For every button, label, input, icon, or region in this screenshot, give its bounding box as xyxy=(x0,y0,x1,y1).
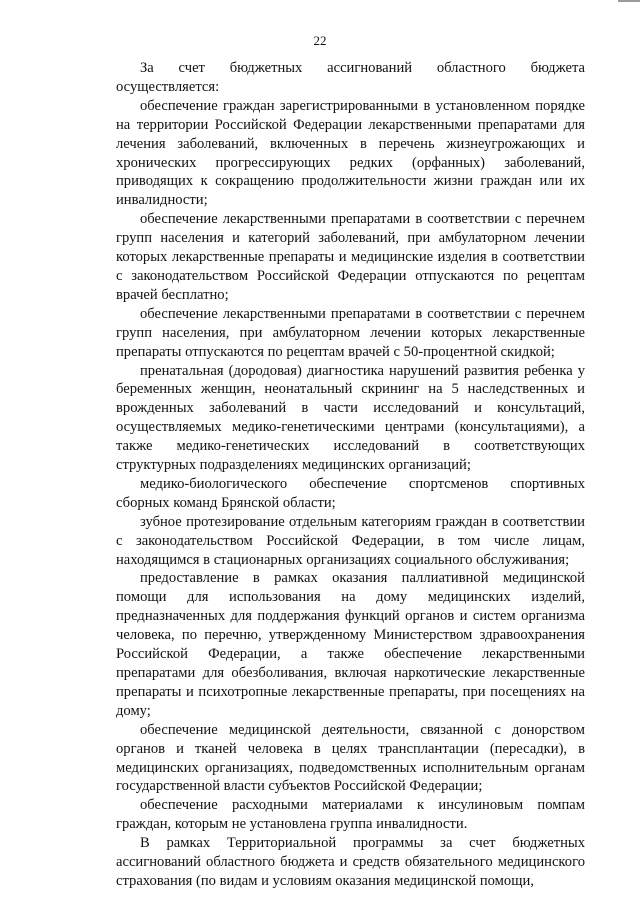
paragraph-orphan-diseases: обеспечение граждан зарегистрированными в установленном порядке на территории Российской Федерации лекарственными препаратами для лечения заболеваний, включенных в перечень жизнеугрожающих и хронических прогрессирующих редких (орфанных) заболеваний, приводящих к сокращению продолжительности жизни граждан или их инвалидности; xyxy=(116,97,585,209)
scan-corner-mark xyxy=(618,0,640,2)
paragraph-intro: За счет бюджетных ассигнований областного бюджета осуществляется: xyxy=(116,60,585,95)
paragraph-sports-medicine: медико-биологического обеспечение спортсменов спортивных сборных команд Брянской области; xyxy=(116,475,585,511)
paragraph-territorial-program: В рамках Территориальной программы за счет бюджетных ассигнований областного бюджета и средств обязательного медицинского страхования (по видам и условиям оказания медицинской помощи, xyxy=(116,835,585,889)
paragraph-insulin-pumps: обеспечение расходными материалами к инсулиновым помпам граждан, которым не установлена группа инвалидности. xyxy=(116,797,585,833)
paragraph-free-prescriptions: обеспечение лекарственными препаратами в соответствии с перечнем групп населения и категорий заболеваний, при амбулаторном лечении которых лекарственные препараты и медицинские изделия в соответствии с законодательством Российской Федерации отпускаются по рецептам врачей бесплатно; xyxy=(116,211,585,303)
paragraph-prenatal-diagnostics: пренатальная (дородовая) диагностика нарушений развития ребенка у беременных женщин, неонатальный скрининг на 5 наследственных и врожденных заболеваний в части исследований и консультаций, осуществляемых медико-генетическими центрами (консультациями), а также медико-генетических исследований в соответствующих структурных подразделениях медицинских организаций; xyxy=(116,362,585,474)
paragraph-transplantation: обеспечение медицинской деятельности, связанной с донорством органов и тканей человека в целях трансплантации (пересадки), в медицинских организациях, подведомственных исполнительным органам государственной власти субъектов Российской Федерации; xyxy=(116,721,585,795)
paragraph-discount-prescriptions: обеспечение лекарственными препаратами в соответствии с перечнем групп населения, при амбулаторном лечении которых лекарственные препараты отпускаются по рецептам врачей с 50-процентной скидкой; xyxy=(116,305,585,360)
paragraph-dental-prosthetics: зубное протезирование отдельным категориям граждан в соответствии с законодательством Российской Федерации, в том числе лицам, находящимся в стационарных организациях социального обслуживания; xyxy=(116,513,585,568)
page-number: 22 xyxy=(313,33,327,48)
paragraph-palliative-care: предоставление в рамках оказания паллиативной медицинской помощи для использования на дому медицинских изделий, предназначенных для поддержания функций органов и систем организма человека, по перечню, утвержденному Министерством здравоохранения Российской Федерации, а также обеспечение лекарственными препаратами для обезболивания, включая наркотические лекарственные препараты и психотропные лекарственные препараты, при посещениях на дому; xyxy=(116,570,585,719)
document-body xyxy=(116,59,585,891)
